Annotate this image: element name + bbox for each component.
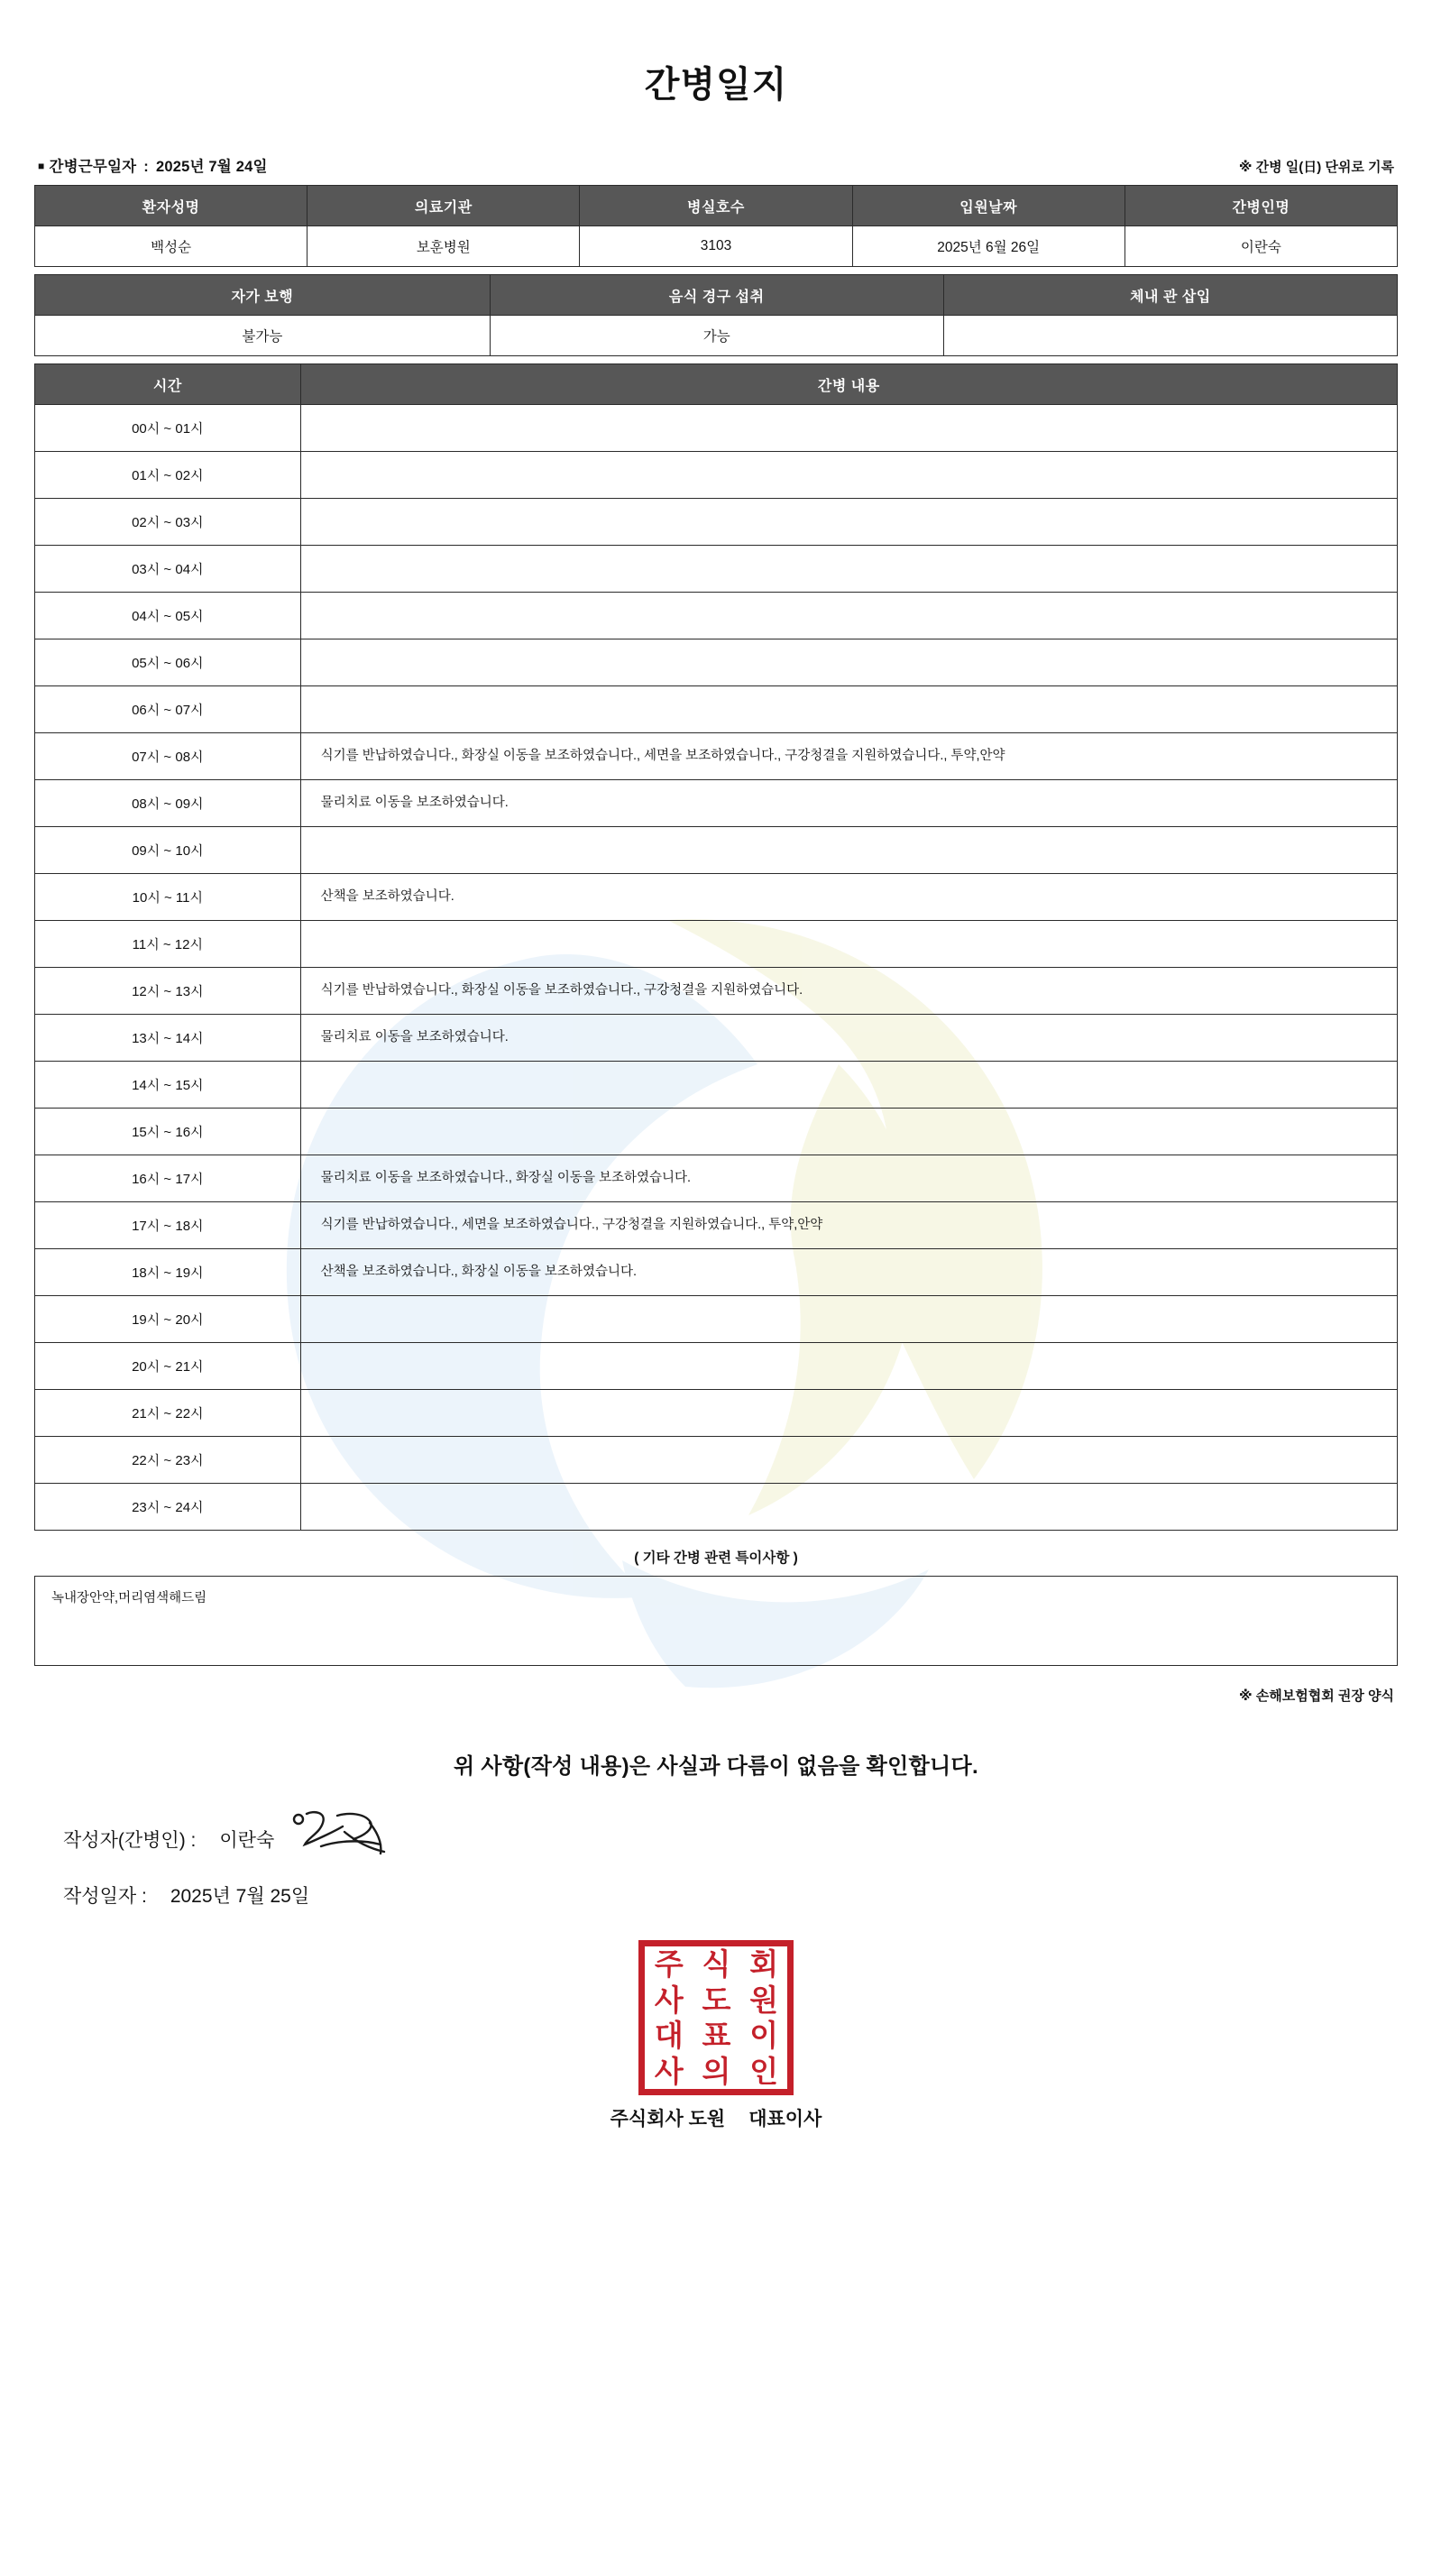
stamp-char: 도	[702, 1983, 730, 2017]
stamp-char: 인	[749, 2054, 778, 2088]
log-content-cell[interactable]	[300, 921, 1397, 968]
stamp-char: 식	[702, 1947, 730, 1982]
log-content-cell[interactable]: 물리치료 이동을 보조하였습니다., 화장실 이동을 보조하였습니다.	[300, 1155, 1397, 1202]
patient-value-hospital: 보훈병원	[308, 226, 580, 267]
patient-header-caregiver: 간병인명	[1124, 186, 1397, 226]
notes-box: 녹내장안약,머리염색해드림	[34, 1576, 1398, 1666]
stamp-char: 의	[702, 2054, 730, 2088]
log-time-cell: 10시 ~ 11시	[35, 874, 301, 921]
table-row	[35, 226, 1398, 267]
condition-table	[34, 274, 1398, 356]
log-time-cell: 19시 ~ 20시	[35, 1296, 301, 1343]
table-row	[35, 546, 1398, 593]
stamp-char: 회	[749, 1947, 778, 1982]
patient-header-hospital: 의료기관	[308, 186, 580, 226]
patient-value-name: 백성순	[35, 226, 308, 267]
patient-value-admission-date: 2025년 6월 26일	[852, 226, 1124, 267]
table-row	[35, 1296, 1398, 1343]
log-time-cell: 12시 ~ 13시	[35, 968, 301, 1015]
log-content-cell[interactable]	[300, 593, 1397, 639]
log-time-cell: 14시 ~ 15시	[35, 1062, 301, 1109]
log-time-cell: 16시 ~ 17시	[35, 1155, 301, 1202]
table-row	[35, 1015, 1398, 1062]
stamp-char: 사	[654, 1983, 683, 2017]
log-content-cell[interactable]	[300, 1390, 1397, 1437]
log-time-cell: 20시 ~ 21시	[35, 1343, 301, 1390]
log-time-cell: 13시 ~ 14시	[35, 1015, 301, 1062]
patient-header-name: 환자성명	[35, 186, 308, 226]
table-row	[35, 639, 1398, 686]
table-row	[35, 1062, 1398, 1109]
table-row	[35, 275, 1398, 316]
table-row	[35, 733, 1398, 780]
care-log-table	[34, 363, 1398, 1531]
table-row	[35, 405, 1398, 452]
log-time-cell: 21시 ~ 22시	[35, 1390, 301, 1437]
date-line	[63, 1872, 1398, 1918]
stamp-char: 원	[749, 1983, 778, 2017]
log-content-cell[interactable]	[300, 1109, 1397, 1155]
log-time-cell: 03시 ~ 04시	[35, 546, 301, 593]
table-row	[35, 780, 1398, 827]
log-time-cell: 05시 ~ 06시	[35, 639, 301, 686]
log-time-cell: 02시 ~ 03시	[35, 499, 301, 546]
work-date-value: 2025년 7월 24일	[156, 159, 268, 175]
log-content-cell[interactable]	[300, 1062, 1397, 1109]
log-content-cell[interactable]	[300, 1296, 1397, 1343]
patient-header-admission-date: 입원날짜	[852, 186, 1124, 226]
log-content-cell[interactable]: 물리치료 이동을 보조하였습니다.	[300, 780, 1397, 827]
log-time-cell: 00시 ~ 01시	[35, 405, 301, 452]
table-row	[35, 316, 1398, 356]
log-content-cell[interactable]: 산책을 보조하였습니다., 화장실 이동을 보조하였습니다.	[300, 1249, 1397, 1296]
bullet-icon: ■	[38, 160, 45, 172]
stamp-char: 사	[654, 2054, 683, 2088]
table-row	[35, 1484, 1398, 1531]
table-row	[35, 827, 1398, 874]
log-time-cell: 11시 ~ 12시	[35, 921, 301, 968]
condition-header-walking: 자가 보행	[35, 275, 491, 316]
table-row	[35, 364, 1398, 405]
log-time-cell: 06시 ~ 07시	[35, 686, 301, 733]
patient-value-caregiver: 이란숙	[1124, 226, 1397, 267]
log-content-cell[interactable]	[300, 499, 1397, 546]
unit-note: ※ 간병 일(日) 단위로 기록	[1238, 160, 1394, 175]
log-time-cell: 07시 ~ 08시	[35, 733, 301, 780]
writer-line	[63, 1816, 1398, 1863]
log-time-cell: 08시 ~ 09시	[35, 780, 301, 827]
table-row	[35, 1155, 1398, 1202]
company-name: 주식회사 도원	[610, 2109, 726, 2130]
company-area	[34, 1931, 1398, 2139]
company-seal-stamp	[638, 1940, 794, 2095]
stamp-char: 표	[702, 2019, 730, 2053]
signature-block	[34, 1816, 1398, 1918]
date-label: 작성일자 :	[63, 1886, 147, 1907]
log-time-cell: 22시 ~ 23시	[35, 1437, 301, 1484]
patient-header-room: 병실호수	[580, 186, 852, 226]
patient-table	[34, 185, 1398, 267]
stamp-char: 이	[749, 2019, 778, 2053]
writer-name: 이란숙	[219, 1830, 275, 1851]
stamp-char: 대	[654, 2019, 683, 2053]
log-content-cell[interactable]	[300, 452, 1397, 499]
table-row	[35, 968, 1398, 1015]
log-content-cell[interactable]: 산책을 보조하였습니다.	[300, 874, 1397, 921]
log-content-cell[interactable]	[300, 405, 1397, 452]
work-date-block	[38, 154, 268, 176]
condition-value-walking: 불가능	[35, 316, 491, 356]
table-row	[35, 1109, 1398, 1155]
table-row	[35, 499, 1398, 546]
notes-title: ( 기타 간병 관련 특이사항 )	[634, 1550, 798, 1566]
work-date-label: 간병근무일자	[49, 159, 137, 175]
table-row	[35, 1437, 1398, 1484]
log-header-time: 시간	[35, 364, 301, 405]
log-time-cell: 04시 ~ 05시	[35, 593, 301, 639]
company-role: 대표이사	[748, 2109, 822, 2130]
log-content-cell[interactable]	[300, 827, 1397, 874]
table-row	[35, 686, 1398, 733]
table-row	[35, 186, 1398, 226]
table-row	[35, 874, 1398, 921]
log-content-cell[interactable]	[300, 1343, 1397, 1390]
log-content-cell[interactable]	[300, 1437, 1397, 1484]
table-row	[35, 921, 1398, 968]
log-time-cell: 23시 ~ 24시	[35, 1484, 301, 1531]
table-row	[35, 1390, 1398, 1437]
log-content-cell[interactable]	[300, 639, 1397, 686]
company-line	[34, 2104, 1398, 2131]
table-row	[35, 1202, 1398, 1249]
log-content-cell[interactable]: 물리치료 이동을 보조하였습니다.	[300, 1015, 1397, 1062]
log-time-cell: 17시 ~ 18시	[35, 1202, 301, 1249]
log-time-cell: 18시 ~ 19시	[35, 1249, 301, 1296]
table-row	[35, 452, 1398, 499]
log-time-cell: 09시 ~ 10시	[35, 827, 301, 874]
table-row	[35, 593, 1398, 639]
table-row	[35, 1343, 1398, 1390]
log-time-cell: 15시 ~ 16시	[35, 1109, 301, 1155]
log-header-content: 간병 내용	[300, 364, 1397, 405]
care-log-body	[35, 405, 1398, 1531]
log-content-cell[interactable]: 식기를 반납하였습니다., 화장실 이동을 보조하였습니다., 구강청결을 지원하였습니다.	[300, 968, 1397, 1015]
log-content-cell[interactable]	[300, 686, 1397, 733]
table-row	[35, 1249, 1398, 1296]
condition-header-tube-insertion: 체내 관 삽입	[943, 275, 1397, 316]
confirmation-statement: 위 사항(작성 내용)은 사실과 다름이 없음을 확인합니다.	[453, 1754, 978, 1779]
writer-label: 작성자(간병인) :	[63, 1830, 197, 1851]
stamp-char: 주	[654, 1947, 683, 1982]
date-value: 2025년 7월 25일	[170, 1886, 310, 1907]
meta-row	[34, 154, 1398, 176]
signature-scribble-icon	[287, 1805, 404, 1866]
log-content-cell[interactable]	[300, 1484, 1397, 1531]
patient-value-room: 3103	[580, 226, 852, 267]
log-content-cell[interactable]: 식기를 반납하였습니다., 화장실 이동을 보조하였습니다., 세면을 보조하였습니다., 구강청결을 지원하였습니다., 투약,안약	[300, 733, 1397, 780]
condition-header-oral-intake: 음식 경구 섭취	[490, 275, 943, 316]
condition-value-tube-insertion	[943, 316, 1397, 356]
work-date-separator: :	[143, 159, 149, 175]
log-time-cell: 01시 ~ 02시	[35, 452, 301, 499]
condition-value-oral-intake: 가능	[490, 316, 943, 356]
log-content-cell[interactable]: 식기를 반납하였습니다., 세면을 보조하였습니다., 구강청결을 지원하였습니다., 투약,안약	[300, 1202, 1397, 1249]
page-title: 간병일지	[644, 65, 788, 105]
log-content-cell[interactable]	[300, 546, 1397, 593]
association-note: ※ 손해보험협회 권장 양식	[1239, 1688, 1394, 1704]
